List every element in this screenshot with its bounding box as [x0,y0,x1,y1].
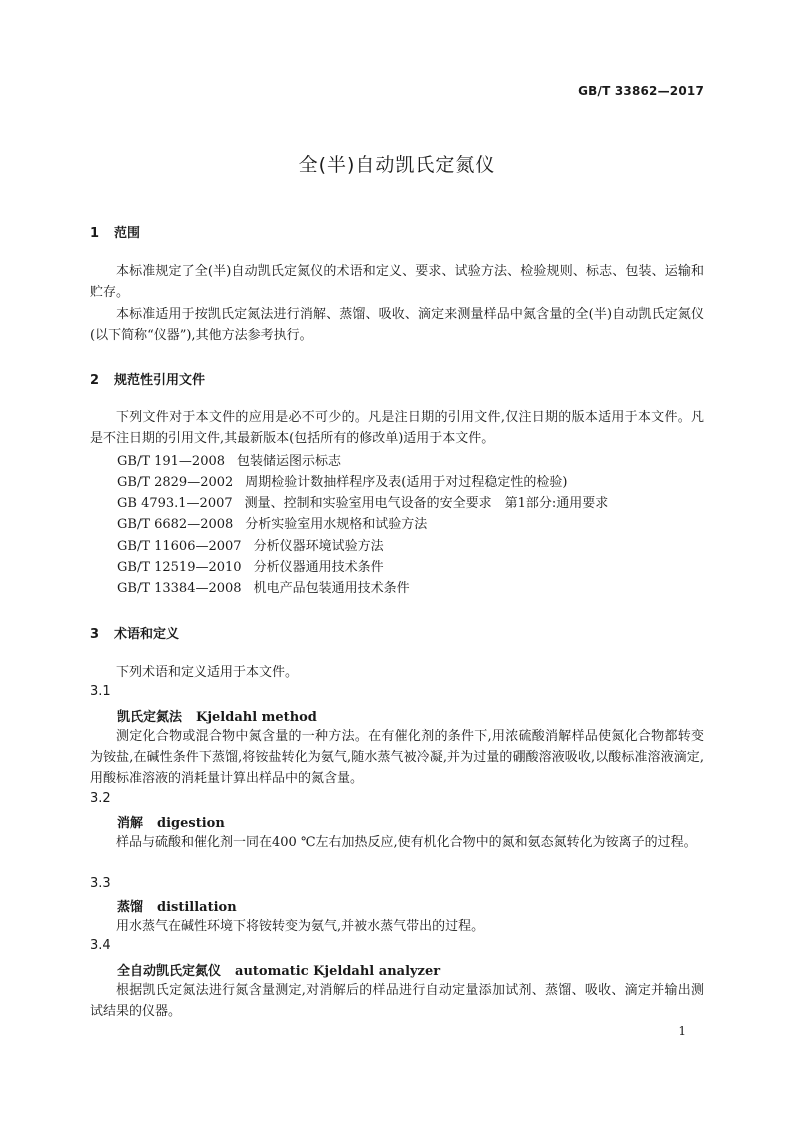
section-title: 术语和定义 [114,627,180,642]
section-number: 3 [90,627,100,642]
reference-code: GB/T 6682—2008 [117,517,234,532]
term-definition: 样品与硫酸和催化剂一同在400 ℃左右加热反应,使有机化合物中的氮和氨态氮转化为铵离子的过程。 [116,835,697,850]
section-1-paragraph: 本标准规定了全(半)自动凯氏定氮仪的术语和定义、要求、试验方法、检验规则、标志、包装、运输和贮存。 [90,264,704,300]
section-3-intro: 下列术语和定义适用于本文件。 [116,665,299,680]
term-zh: 全自动凯氏定氮仪 [117,964,222,979]
section-number: 2 [90,373,100,388]
reference-title: 分析仪器环境试验方法 [253,539,384,554]
term-en: automatic Kjeldahl analyzer [235,964,441,979]
term-zh: 消解 [117,816,144,831]
reference-title: 机电产品包装通用技术条件 [253,581,410,596]
section-title: 范围 [114,226,141,241]
section-1-paragraph: 本标准适用于按凯氏定氮法进行消解、蒸馏、吸收、滴定来测量样品中氮含量的全(半)自动凯氏定氮仪(以下简称“仪器”),其他方法参考执行。 [90,307,704,343]
reference-title: 分析仪器通用技术条件 [253,560,384,575]
reference-title: 测量、控制和实验室用电气设备的安全要求 第1部分:通用要求 [244,496,609,511]
clause-number: 3.1 [90,684,111,699]
normative-reference [117,514,427,535]
term-entry [117,896,237,915]
term-definition: 测定化合物或混合物中氮含量的一种方法。在有催化剂的条件下,用浓硫酸消解样品使氮化合物都转变为铵盐,在碱性条件下蒸馏,将铵盐转化为氨气,随水蒸气被冷凝,并为过量的硼酸溶液吸收,以酸标准溶液滴定,用酸标准溶液的消耗量计算出样品中的氮含量。 [90,729,704,786]
section-title: 规范性引用文件 [114,373,206,388]
normative-reference [117,578,410,599]
term-definition: 用水蒸气在碱性环境下将铵转变为氨气,并被水蒸气带出的过程。 [116,919,485,934]
normative-reference [117,451,341,472]
term-zh: 凯氏定氮法 [117,710,183,725]
reference-code: GB/T 13384—2008 [117,581,242,596]
term-en: Kjeldahl method [196,710,317,725]
clause-number: 3.4 [90,938,111,953]
reference-title: 包装储运图示标志 [237,454,342,469]
section-2-intro: 下列文件对于本文件的应用是必不可少的。凡是注日期的引用文件,仅注日期的版本适用于本文件。凡是不注日期的引用文件,其最新版本(包括所有的修改单)适用于本文件。 [90,410,704,446]
normative-reference [117,493,608,514]
reference-code: GB 4793.1—2007 [117,496,233,511]
term-definition: 根据凯氏定氮法进行氮含量测定,对消解后的样品进行自动定量添加试剂、蒸馏、吸收、滴定并输出测试结果的仪器。 [90,983,704,1019]
normative-reference [117,472,567,493]
section-1-heading [90,222,140,241]
reference-code: GB/T 12519—2010 [117,560,242,575]
reference-title: 分析实验室用水规格和试验方法 [245,517,428,532]
page-number: 1 [678,1024,686,1038]
reference-title: 周期检验计数抽样程序及表(适用于对过程稳定性的检验) [245,475,568,490]
normative-reference [117,557,384,578]
term-entry [117,960,440,979]
section-3-heading [90,623,179,642]
standard-code: GB/T 33862—2017 [578,84,704,98]
section-2-heading [90,369,205,388]
term-en: digestion [157,816,225,831]
clause-number: 3.3 [90,876,111,891]
term-entry [117,706,317,725]
reference-code: GB/T 11606—2007 [117,539,242,554]
document-title: 全(半)自动凯氏定氮仪 [298,154,496,176]
reference-code: GB/T 2829—2002 [117,475,234,490]
reference-code: GB/T 191—2008 [117,454,226,469]
term-zh: 蒸馏 [117,900,144,915]
term-en: distillation [157,900,237,915]
section-number: 1 [90,226,100,241]
term-entry [117,812,225,831]
normative-reference [117,536,384,557]
clause-number: 3.2 [90,791,111,806]
